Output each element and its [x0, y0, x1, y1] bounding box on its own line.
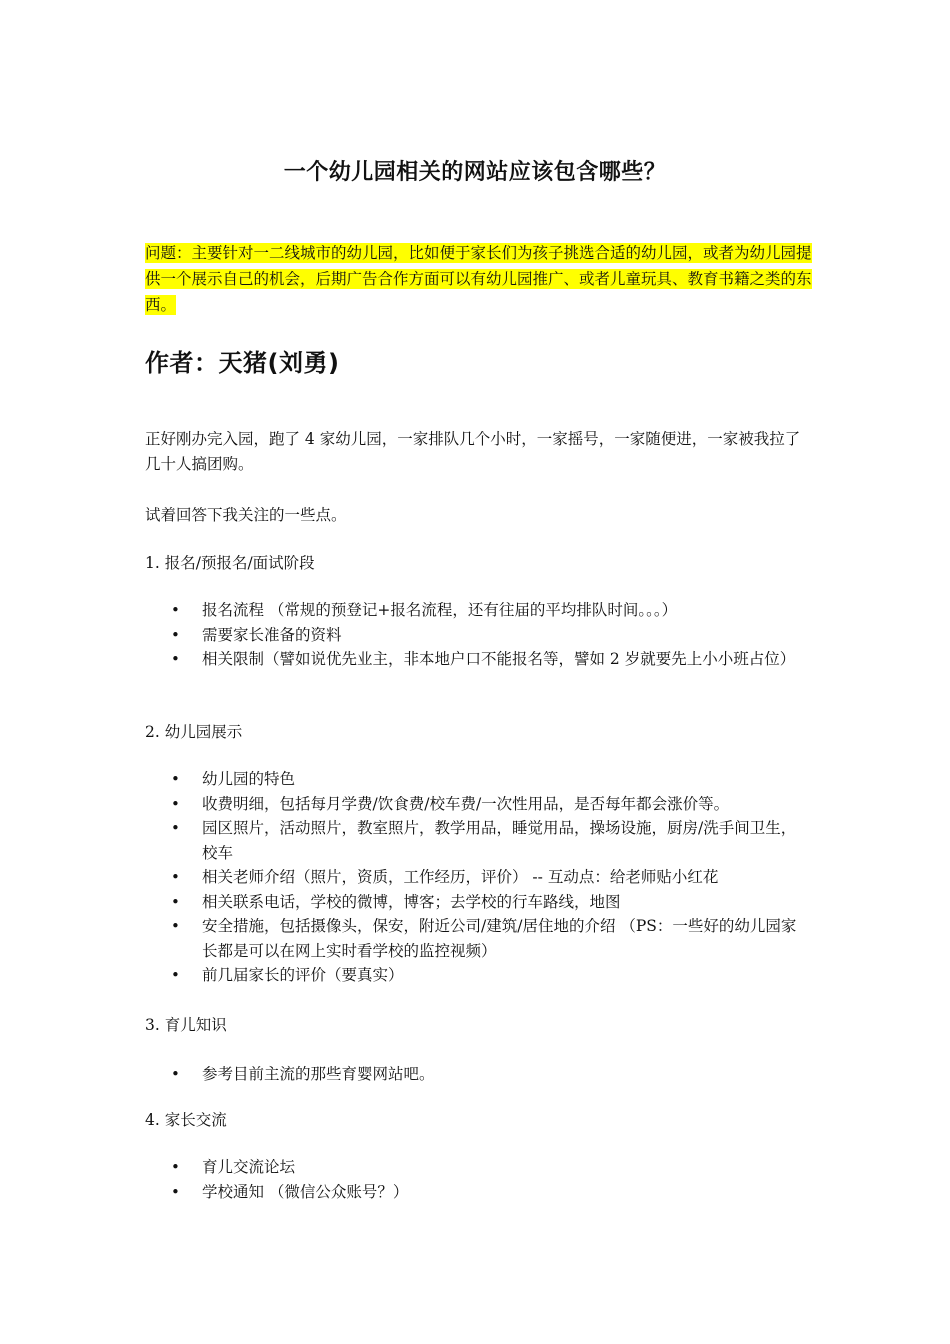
list-item: • 前几届家长的评价（要真实）: [145, 963, 810, 988]
list-item: • 相关限制（譬如说优先业主，非本地户口不能报名等，譬如 2 岁就要先上小小班占位）: [145, 647, 810, 672]
author-heading: 作者：天猪(刘勇): [145, 349, 340, 377]
section-heading: 1. 报名/预报名/面试阶段: [145, 554, 315, 572]
list-item: • 收费明细，包括每月学费/饮食费/校车费/一次性用品，是否每年都会涨价等。: [145, 792, 810, 817]
section-list: [145, 767, 810, 988]
document-title: 一个幼儿园相关的网站应该包含哪些？: [283, 159, 667, 185]
list-item: • 参考目前主流的那些育婴网站吧。: [145, 1062, 810, 1087]
section-list: [145, 1155, 810, 1204]
list-item: • 报名流程 （常规的预登记+报名流程，还有往届的平均排队时间。。。）: [145, 598, 810, 623]
intro-paragraph: 正好刚办完入园，跑了 4 家幼儿园，一家排队几个小时，一家摇号，一家随便进，一家被我拉了几十人搞团购。: [145, 430, 801, 473]
list-item: • 学校通知 （微信公众账号？）: [145, 1180, 810, 1205]
section-list: [145, 1062, 810, 1087]
list-item: • 相关联系电话，学校的微博，博客；去学校的行车路线，地图: [145, 890, 810, 915]
list-item: • 幼儿园的特色: [145, 767, 810, 792]
list-item: • 园区照片，活动照片，教室照片，教学用品，睡觉用品，操场设施，厨房/洗手间卫生，校车: [145, 816, 810, 865]
section-heading: 3. 育儿知识: [145, 1016, 227, 1034]
list-item: • 相关老师介绍（照片，资质，工作经历，评价） -- 互动点：给老师贴小红花: [145, 865, 810, 890]
question-text: 问题：主要针对一二线城市的幼儿园，比如便于家长们为孩子挑选合适的幼儿园，或者为幼儿园提供一个展示自己的机会，后期广告合作方面可以有幼儿园推广、或者儿童玩具、教育书籍之类的东西。: [145, 244, 812, 314]
list-item: • 需要家长准备的资料: [145, 623, 810, 648]
list-item: • 安全措施，包括摄像头，保安，附近公司/建筑/居住地的介绍 （PS：一些好的幼儿园家长都是可以在网上实时看学校的监控视频）: [145, 914, 810, 963]
question-block: [145, 240, 813, 318]
section-heading: 2. 幼儿园展示: [145, 723, 243, 741]
section-heading: 4. 家长交流: [145, 1111, 227, 1129]
section-list: [145, 598, 810, 672]
list-item: • 育儿交流论坛: [145, 1155, 810, 1180]
intro-paragraph-2: 试着回答下我关注的一些点。: [145, 506, 347, 524]
